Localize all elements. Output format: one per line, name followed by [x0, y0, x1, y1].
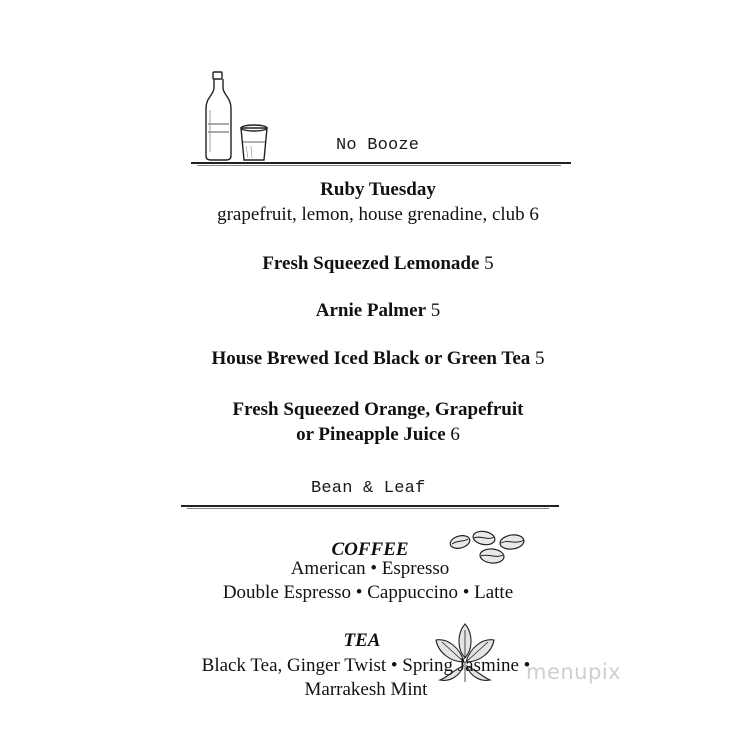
menu-item-iced-tea	[0, 347, 756, 371]
tea-options: Black Tea, Ginger Twist • Spring Jasmine •	[201, 655, 531, 676]
coffee-line2	[0, 581, 746, 605]
item-name: Fresh Squeezed Orange, Grapefruit	[232, 399, 524, 420]
menu-item-juice-line1	[0, 398, 756, 422]
item-name: Arnie Palmer	[315, 300, 426, 321]
menu-item-juice-line2	[0, 423, 756, 447]
bottle-and-glass-icon	[196, 68, 278, 162]
coffee-title-text: COFFEE	[331, 539, 409, 560]
item-name: or Pineapple Juice	[296, 424, 446, 445]
item-description: grapefruit, lemon, house grenadine, club	[217, 204, 525, 225]
item-name: House Brewed Iced Black or Green Tea	[211, 348, 531, 369]
coffee-line1	[0, 557, 748, 581]
item-price: 5	[535, 348, 545, 369]
tea-title-text: TEA	[343, 630, 381, 651]
bean-leaf-heading: Bean & Leaf	[311, 479, 426, 498]
menu-item-lemonade	[0, 252, 756, 276]
tea-line2	[0, 678, 744, 702]
coffee-options: Double Espresso • Cappuccino • Latte	[222, 582, 514, 603]
tea-options: Marrakesh Mint	[304, 679, 428, 700]
menu-item-ruby-tuesday-desc	[0, 203, 756, 227]
item-name: Ruby Tuesday	[320, 179, 436, 200]
coffee-options: American • Espresso	[290, 558, 450, 579]
tea-line1	[0, 654, 744, 678]
no-booze-divider	[191, 162, 571, 164]
item-price: 6	[529, 204, 539, 225]
item-name: Fresh Squeezed Lemonade	[262, 253, 480, 274]
menu-item-arnie-palmer	[0, 299, 756, 323]
menu-item-ruby-tuesday	[0, 178, 756, 202]
no-booze-heading: No Booze	[336, 136, 420, 155]
item-price: 6	[450, 424, 460, 445]
item-price: 5	[430, 300, 441, 321]
menupix-watermark: menupix	[526, 660, 622, 684]
item-price: 5	[484, 253, 494, 274]
bean-leaf-divider	[181, 505, 559, 507]
tea-title	[0, 629, 740, 653]
